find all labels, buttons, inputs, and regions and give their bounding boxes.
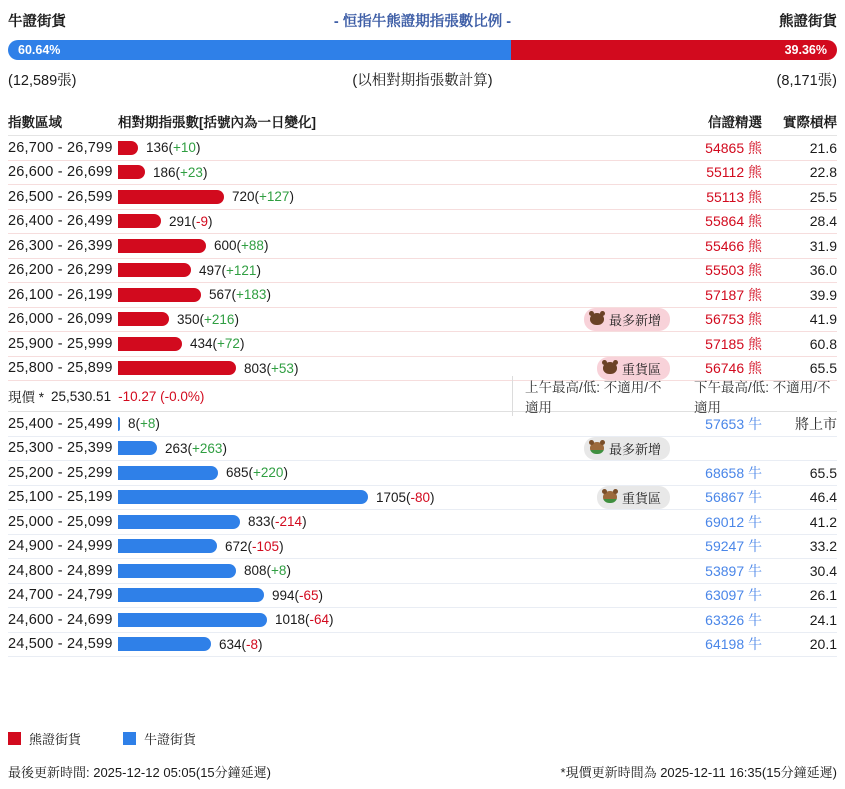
featured-warrant-code[interactable]: 64198 牛	[705, 636, 762, 653]
bar-cell	[118, 612, 570, 627]
bar-cell	[118, 287, 570, 302]
featured-warrant-code[interactable]: 57185 熊	[705, 335, 762, 352]
bear-badge	[584, 308, 670, 331]
contracts-label: 833(-214)	[248, 514, 307, 530]
bar-cell	[118, 238, 570, 253]
badge-cell	[570, 486, 680, 509]
index-range: 25,400 - 25,499	[8, 415, 113, 432]
featured-warrant-code[interactable]: 55466 熊	[705, 237, 762, 254]
featured-warrant-code[interactable]: 56746 熊	[705, 360, 762, 377]
contracts-bar	[118, 214, 161, 228]
featured-warrant-code[interactable]: 53897 牛	[705, 562, 762, 579]
contracts-bar	[118, 239, 206, 253]
ox-face-icon	[590, 442, 604, 454]
table-row	[8, 332, 837, 357]
contracts-bar	[118, 515, 240, 529]
contracts-label: 720(+127)	[232, 189, 294, 205]
bull-ratio-pct: 60.64%	[18, 43, 61, 57]
table-row	[8, 559, 837, 584]
table-row	[8, 161, 837, 186]
contracts-label: 685(+220)	[226, 465, 288, 481]
index-range: 24,600 - 24,699	[8, 611, 113, 628]
bull-bear-ratio-bar	[8, 40, 837, 60]
bar-cell	[118, 514, 570, 529]
bear-outstanding-label: 熊證街貨	[779, 14, 837, 30]
top-header	[8, 10, 837, 31]
footer	[8, 762, 837, 781]
table-row	[8, 210, 837, 235]
legend-bull-label: 牛證街貨	[144, 732, 197, 747]
contracts-bar	[118, 588, 264, 602]
last-update-time: 最後更新時間: 2025-12-12 05:05(15分鐘延遲)	[8, 765, 271, 780]
table-row	[8, 584, 837, 609]
table-row	[8, 308, 837, 333]
featured-warrant-code[interactable]: 63097 牛	[705, 587, 762, 604]
leverage-value: 46.4	[809, 489, 837, 506]
bear-total: (8,171張)	[776, 73, 837, 89]
am-high-low: 上午最高/低: 不適用/不適用	[525, 380, 662, 415]
contracts-label: 263(+263)	[165, 440, 227, 456]
contracts-label: 808(+8)	[244, 563, 291, 579]
index-range: 25,200 - 25,299	[8, 464, 113, 481]
index-range: 26,500 - 26,599	[8, 188, 113, 205]
legend-item-bull	[123, 729, 196, 748]
contracts-label: 497(+121)	[199, 262, 261, 278]
contracts-label: 672(-105)	[225, 538, 284, 554]
bull-rows-section	[8, 412, 837, 657]
table-row	[8, 412, 837, 437]
contracts-bar	[118, 539, 217, 553]
bull-outstanding-label: 牛證街貨	[8, 14, 66, 30]
badge-cell	[570, 308, 680, 331]
featured-warrant-code[interactable]: 57653 牛	[705, 415, 762, 432]
col-featured-warrant: 信證精選	[708, 114, 762, 130]
bar-cell	[118, 312, 570, 327]
legend	[8, 729, 837, 748]
contracts-bar	[118, 490, 368, 504]
contracts-label: 1018(-64)	[275, 612, 334, 628]
leverage-value: 21.6	[809, 139, 837, 156]
index-range: 24,900 - 24,999	[8, 538, 113, 555]
contracts-label: 1705(-80)	[376, 489, 435, 505]
contracts-bar	[118, 288, 201, 302]
contracts-bar	[118, 613, 267, 627]
table-row	[8, 486, 837, 511]
contracts-bar	[118, 361, 236, 375]
leverage-value: 41.2	[809, 513, 837, 530]
featured-warrant-code[interactable]: 68658 牛	[705, 464, 762, 481]
col-contracts: 相對期指張數[括號內為一日變化]	[118, 114, 316, 130]
bar-cell	[118, 637, 570, 652]
current-price-label: 現價 *	[8, 390, 45, 405]
bear-face-icon	[603, 362, 617, 374]
legend-item-bear	[8, 729, 81, 748]
distribution-table	[8, 106, 837, 657]
pm-high-low: 下午最高/低: 不適用/不適用	[694, 380, 831, 415]
bear-rows-section	[8, 136, 837, 381]
contracts-bar	[118, 190, 224, 204]
contracts-label: 8(+8)	[128, 416, 160, 432]
contracts-bar	[118, 337, 182, 351]
index-range: 24,700 - 24,799	[8, 587, 113, 604]
featured-warrant-code[interactable]: 55112 熊	[706, 164, 762, 181]
table-row	[8, 136, 837, 161]
bar-cell	[118, 490, 570, 505]
col-index-range: 指數區域	[8, 114, 62, 130]
leverage-value: 39.9	[809, 286, 837, 303]
index-range: 26,100 - 26,199	[8, 286, 113, 303]
featured-warrant-code[interactable]: 69012 牛	[705, 513, 762, 530]
leverage-value: 24.1	[809, 611, 837, 628]
contracts-bar	[118, 141, 138, 155]
bar-cell	[118, 563, 570, 578]
index-range: 26,700 - 26,799	[8, 139, 113, 156]
table-row	[8, 234, 837, 259]
table-row	[8, 185, 837, 210]
bull-ratio-segment	[8, 40, 511, 60]
price-update-time: *現價更新時間為 2025-12-11 16:35(15分鐘延遲)	[560, 765, 837, 780]
contracts-label: 186(+23)	[153, 164, 208, 180]
bar-cell	[118, 465, 570, 480]
index-range: 24,800 - 24,899	[8, 562, 113, 579]
index-range: 25,100 - 25,199	[8, 489, 113, 506]
bar-cell	[118, 189, 570, 204]
leverage-value: 將上市	[795, 415, 837, 432]
contracts-bar	[118, 312, 169, 326]
leverage-value: 28.4	[809, 213, 837, 230]
table-row	[8, 437, 837, 462]
featured-warrant-code[interactable]: 57187 熊	[705, 286, 762, 303]
contracts-bar	[118, 637, 211, 651]
bear-face-icon	[590, 313, 604, 325]
leverage-value: 26.1	[809, 587, 837, 604]
index-range: 25,000 - 25,099	[8, 513, 113, 530]
bull-swatch-icon	[123, 732, 136, 745]
bar-cell	[118, 336, 570, 351]
contracts-label: 803(+53)	[244, 360, 299, 376]
index-range: 26,400 - 26,499	[8, 213, 113, 230]
index-range: 25,900 - 25,999	[8, 335, 113, 352]
bar-cell	[118, 588, 570, 603]
col-effective-leverage: 實際槓桿	[783, 114, 837, 130]
contracts-bar	[118, 441, 157, 455]
featured-warrant-code[interactable]: 59247 牛	[705, 538, 762, 555]
leverage-value: 60.8	[809, 335, 837, 352]
bear-ratio-segment	[511, 40, 837, 60]
table-header	[8, 106, 837, 136]
index-range: 26,600 - 26,699	[8, 164, 113, 181]
table-row	[8, 283, 837, 308]
contracts-label: 634(-8)	[219, 636, 263, 652]
bull-badge	[597, 486, 670, 509]
bar-cell	[118, 539, 570, 554]
table-row	[8, 535, 837, 560]
current-price-change: -10.27 (-0.0%)	[118, 388, 205, 404]
badge-label: 最多新增	[608, 441, 661, 457]
contracts-label: 291(-9)	[169, 213, 213, 229]
bar-cell	[118, 263, 570, 278]
bear-swatch-icon	[8, 732, 21, 745]
index-range: 25,300 - 25,399	[8, 440, 113, 457]
table-row	[8, 608, 837, 633]
badge-cell	[570, 437, 680, 460]
bar-cell	[118, 416, 570, 431]
contracts-bar	[118, 263, 191, 277]
table-row	[8, 633, 837, 658]
contracts-bar	[118, 417, 120, 431]
page-title: - 恒指牛熊證期指張數比例 -	[333, 14, 512, 30]
contracts-bar	[118, 564, 236, 578]
featured-warrant-code[interactable]: 56753 熊	[705, 311, 762, 328]
leverage-value: 36.0	[809, 262, 837, 279]
contracts-label: 434(+72)	[190, 336, 245, 352]
contracts-label: 994(-65)	[272, 587, 324, 603]
table-row	[8, 259, 837, 284]
bear-ratio-pct: 39.36%	[784, 43, 827, 57]
contracts-label: 600(+88)	[214, 238, 269, 254]
bar-cell	[118, 214, 570, 229]
leverage-value: 30.4	[809, 562, 837, 579]
legend-bear-label: 熊證街貨	[29, 732, 82, 747]
featured-warrant-code[interactable]: 55503 熊	[705, 262, 762, 279]
contracts-label: 136(+10)	[146, 140, 201, 156]
bar-cell	[118, 361, 570, 376]
current-price-row	[8, 380, 837, 415]
current-price-value: 25,530.51	[51, 388, 112, 404]
badge-label: 重貨區	[621, 490, 661, 506]
leverage-value: 33.2	[809, 538, 837, 555]
contracts-bar	[118, 466, 218, 480]
leverage-value: 22.8	[809, 164, 837, 181]
featured-warrant-code[interactable]: 54865 熊	[705, 139, 762, 156]
index-range: 24,500 - 24,599	[8, 636, 113, 653]
contracts-label: 567(+183)	[209, 287, 271, 303]
table-row	[8, 461, 837, 486]
contracts-bar	[118, 165, 145, 179]
ox-face-icon	[603, 491, 617, 503]
badge-label: 重貨區	[621, 361, 661, 377]
featured-warrant-code[interactable]: 55113 熊	[706, 188, 762, 205]
bar-cell	[118, 441, 570, 456]
leverage-value: 41.9	[809, 311, 837, 328]
contracts-label: 350(+216)	[177, 311, 239, 327]
bar-cell	[118, 140, 570, 155]
totals-row	[8, 69, 837, 90]
bull-badge	[584, 437, 670, 460]
leverage-value: 65.5	[809, 360, 837, 377]
featured-warrant-code[interactable]: 63326 牛	[705, 611, 762, 628]
calc-note: (以相對期指張數計算)	[352, 73, 493, 89]
index-range: 26,200 - 26,299	[8, 262, 113, 279]
bar-cell	[118, 165, 570, 180]
index-range: 26,000 - 26,099	[8, 311, 113, 328]
leverage-value: 25.5	[809, 188, 837, 205]
leverage-value: 20.1	[809, 636, 837, 653]
index-range: 25,800 - 25,899	[8, 360, 113, 377]
featured-warrant-code[interactable]: 56867 牛	[705, 489, 762, 506]
badge-label: 最多新增	[608, 312, 661, 328]
bull-total: (12,589張)	[8, 73, 77, 89]
featured-warrant-code[interactable]: 55864 熊	[705, 213, 762, 230]
table-row	[8, 510, 837, 535]
leverage-value: 31.9	[809, 237, 837, 254]
leverage-value: 65.5	[809, 464, 837, 481]
index-range: 26,300 - 26,399	[8, 237, 113, 254]
